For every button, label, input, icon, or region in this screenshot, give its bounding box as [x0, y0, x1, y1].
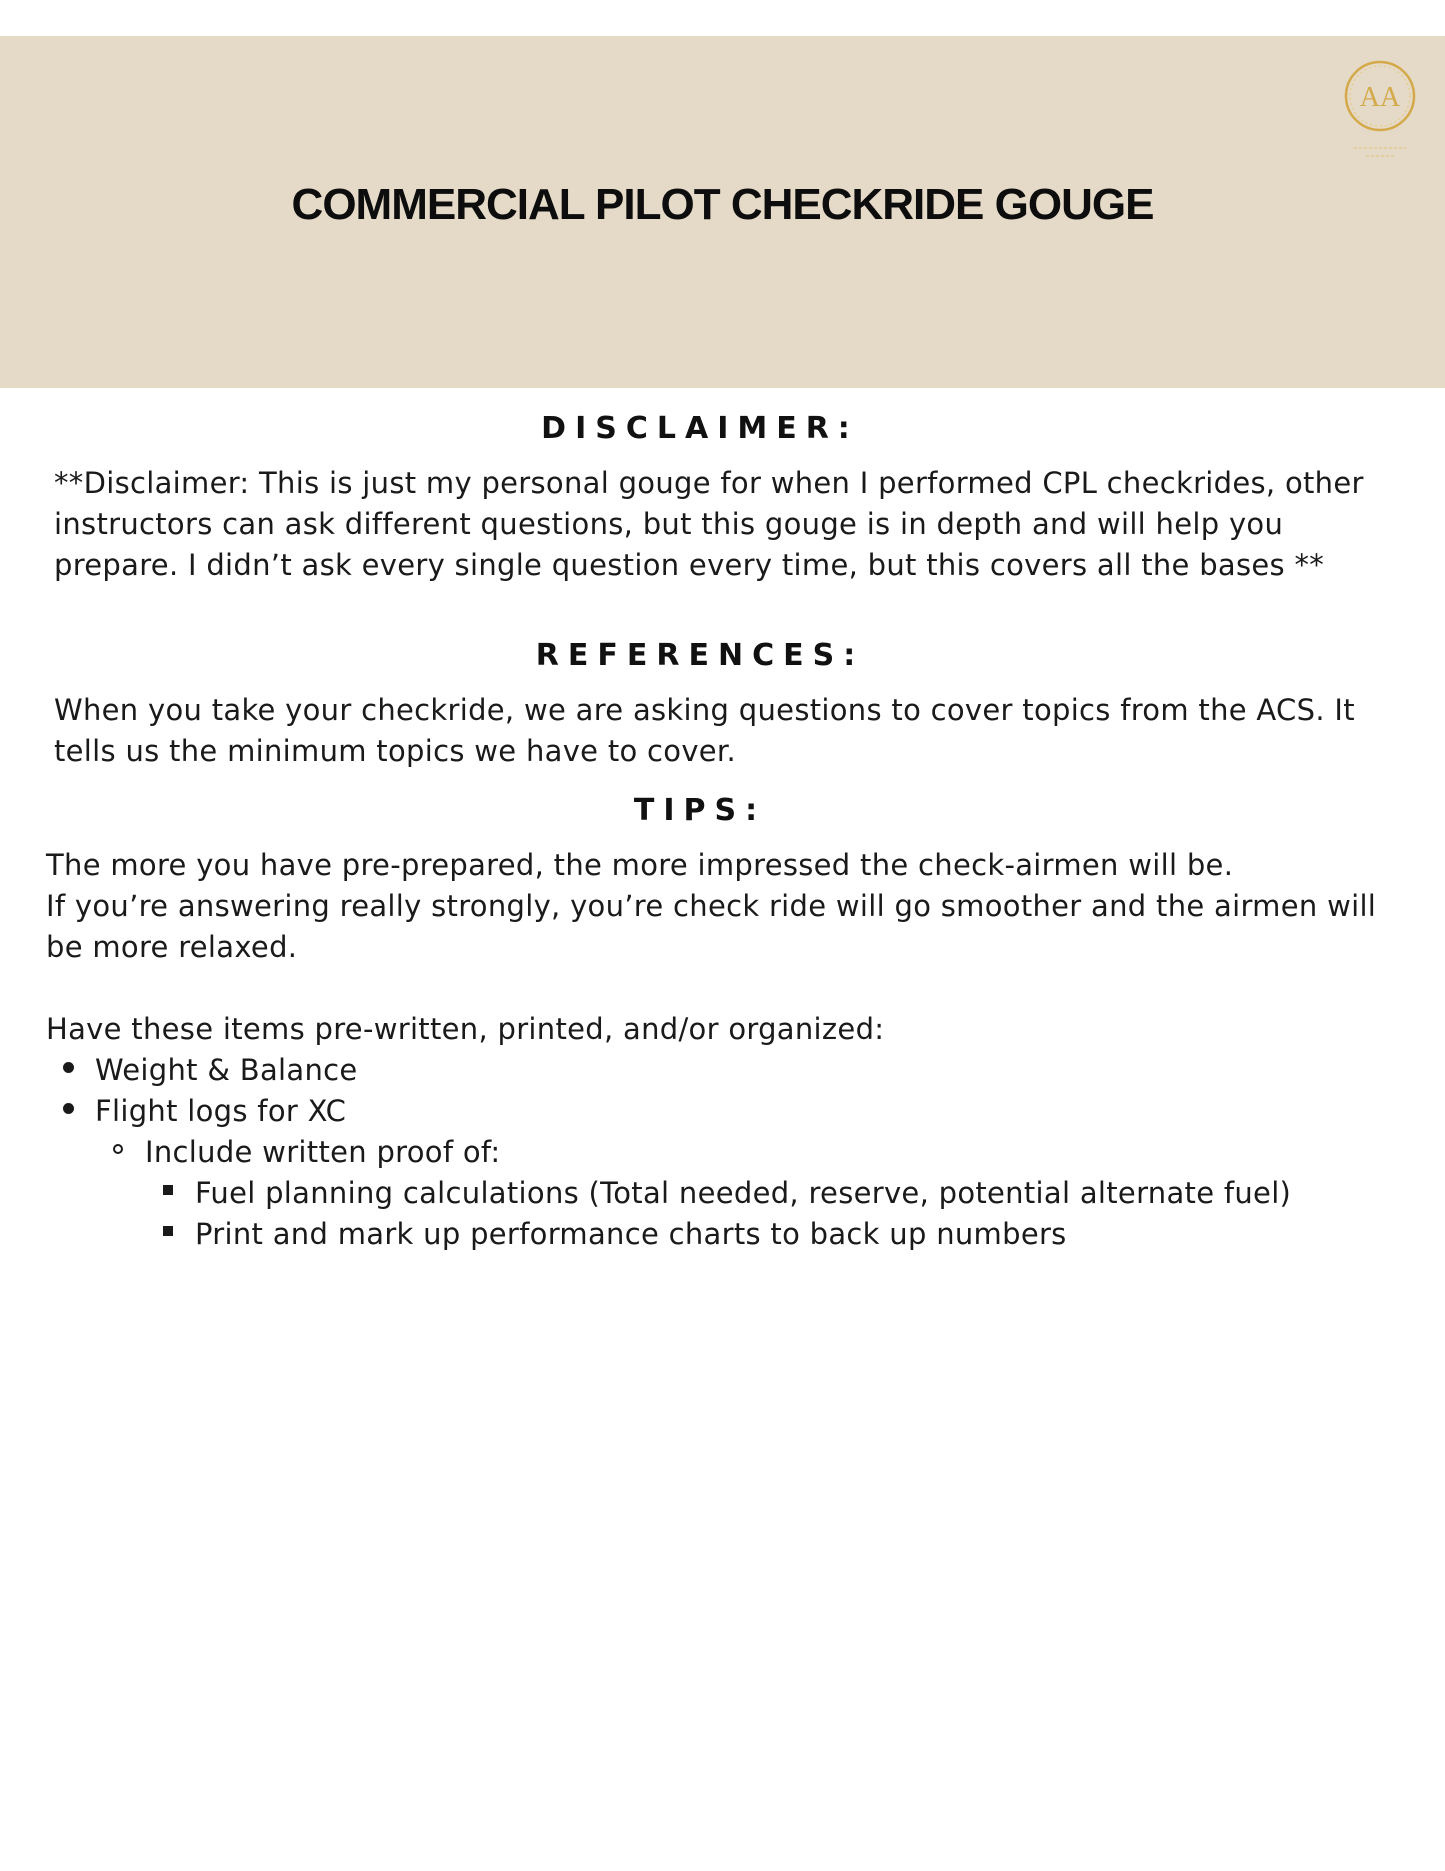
sub-sub-list-item: Print and mark up performance charts to back up numbers [195, 1217, 1067, 1251]
bullet-icon [63, 1103, 74, 1114]
list-item: Flight logs for XC [95, 1094, 347, 1128]
tips-heading: TIPS: [633, 793, 767, 828]
references-text: When you take your checkride, we are asking questions to cover topics from the ACS. It tells us the minimum topics we have to cover. [54, 693, 1355, 768]
square-bullet-icon [163, 1185, 173, 1195]
sub-sub-list-item: Fuel planning calculations (Total needed, reserve, potential alternate fuel) [195, 1176, 1292, 1210]
disclaimer-heading: DISCLAIMER: [541, 411, 859, 446]
list-item: Weight & Balance [95, 1053, 358, 1087]
logo-monogram: AA [1359, 82, 1401, 113]
disclaimer-text: **Disclaimer: This is just my personal gouge for when I performed CPL checkrides, other instructors can ask different questions, but this gouge is in depth and will help you prepare. I didn’t ask every single question every time, but this covers all the bases ** [54, 466, 1364, 582]
page-title: COMMERCIAL PILOT CHECKRIDE GOUGE [291, 180, 1154, 229]
brand-logo [1340, 56, 1420, 166]
tips-intro: Have these items pre-written, printed, and/or organized: [46, 1012, 885, 1046]
sub-list-item: Include written proof of: [145, 1135, 501, 1169]
tips-line-2: If you’re answering really strongly, you’re check ride will go smoother and the airmen will be more relaxed. [46, 889, 1377, 964]
circle-bullet-icon [113, 1144, 123, 1154]
square-bullet-icon [163, 1226, 173, 1236]
tips-line-1: The more you have pre-prepared, the more impressed the check-airmen will be. [46, 848, 1234, 882]
references-heading: REFERENCES: [535, 638, 865, 673]
bullet-icon [63, 1062, 74, 1073]
